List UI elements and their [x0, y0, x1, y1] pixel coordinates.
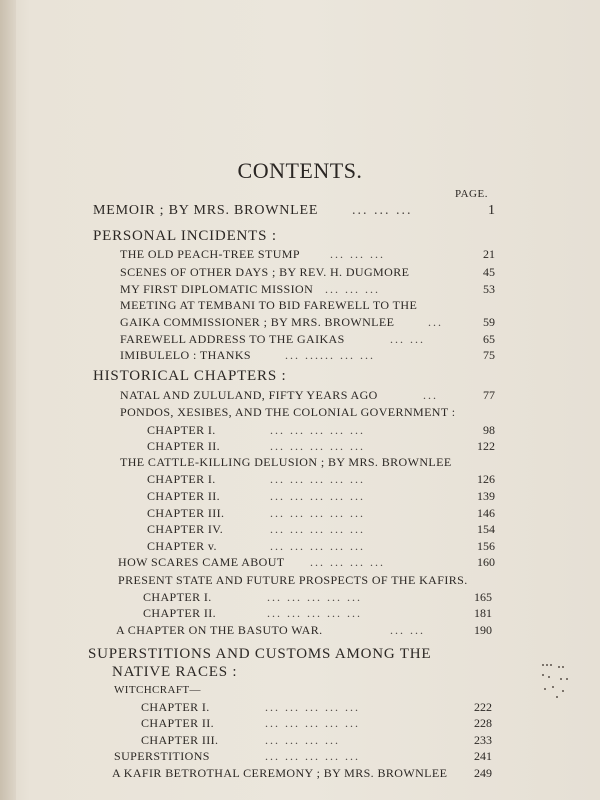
toc-entry-title: SUPERSTITIONS AND CUSTOMS AMONG THE — [88, 646, 432, 662]
toc-page-number: 146 — [477, 506, 495, 520]
toc-leader-dots: ... ... ... ... ... — [267, 606, 362, 620]
toc-page-number: 65 — [483, 332, 495, 346]
toc-entry-title: PONDOS, XESIBES, AND THE COLONIAL GOVERNMENT : — [120, 405, 456, 419]
toc-entry-title: MY FIRST DIPLOMATIC MISSION — [120, 282, 314, 296]
toc-entry-title: SUPERSTITIONS — [114, 749, 210, 763]
toc-page-number: 139 — [477, 489, 495, 503]
stamp-dot — [558, 666, 560, 668]
toc-page-number: 241 — [474, 749, 492, 763]
toc-entry-title: THE OLD PEACH-TREE STUMP — [120, 247, 300, 261]
toc-page-number: 228 — [474, 716, 492, 730]
toc-page-number: 59 — [483, 315, 495, 329]
toc-entry-title: GAIKA COMMISSIONER ; BY MRS. BROWNLEE — [120, 315, 395, 329]
toc-page-number: 122 — [477, 439, 495, 453]
stamp-dot — [546, 664, 548, 666]
toc-leader-dots: ... ... ... ... ... — [270, 423, 365, 437]
toc-leader-dots: ... ...... ... ... — [285, 348, 375, 362]
toc-entry-title: THE CATTLE-KILLING DELUSION ; BY MRS. BROWNLEE — [120, 455, 452, 469]
toc-entry-title: CHAPTER III. — [147, 506, 225, 520]
stamp-dot — [552, 686, 554, 688]
toc-leader-dots: ... ... ... ... ... — [270, 539, 365, 553]
toc-leader-dots: ... ... ... ... ... — [265, 700, 360, 714]
toc-leader-dots: ... ... ... — [352, 203, 413, 218]
toc-page-number: 233 — [474, 733, 492, 747]
page-gutter — [0, 0, 16, 800]
toc-page-number: 154 — [477, 522, 495, 536]
stamp-dot — [566, 678, 568, 680]
toc-entry-title: A KAFIR BETROTHAL CEREMONY ; BY MRS. BROWNLEE — [112, 766, 448, 780]
toc-leader-dots: ... ... ... ... ... — [270, 506, 365, 520]
toc-page-number: 181 — [474, 606, 492, 620]
toc-leader-dots: ... ... ... ... ... — [265, 749, 360, 763]
stamp-dot — [544, 688, 546, 690]
toc-leader-dots: ... ... — [390, 623, 425, 637]
toc-page-number: 1 — [488, 203, 495, 218]
toc-page-number: 126 — [477, 472, 495, 486]
stamp-dot — [562, 666, 564, 668]
toc-leader-dots: ... ... ... ... ... — [265, 716, 360, 730]
toc-leader-dots: ... ... ... — [325, 282, 380, 296]
toc-page-number: 222 — [474, 700, 492, 714]
toc-page-number: 249 — [474, 766, 492, 780]
toc-leader-dots: ... ... ... ... ... — [270, 522, 365, 536]
toc-entry-title: CHAPTER II. — [147, 489, 221, 503]
toc-entry-title: HOW SCARES CAME ABOUT — [118, 555, 285, 569]
toc-leader-dots: ... — [423, 388, 438, 402]
toc-entry-title: PRESENT STATE AND FUTURE PROSPECTS OF THE KAFIRS. — [118, 573, 468, 587]
toc-entry-title: CHAPTER v. — [147, 539, 217, 553]
toc-entry-title: HISTORICAL CHAPTERS : — [93, 368, 287, 384]
toc-page-number: 45 — [483, 265, 495, 279]
contents-title: CONTENTS. — [237, 158, 363, 183]
stamp-dot — [550, 664, 552, 666]
toc-entry-title: MEETING AT TEMBANI TO BID FAREWELL TO THE — [120, 298, 418, 312]
toc-page-number: 21 — [483, 247, 495, 261]
toc-entry-title: CHAPTER I. — [141, 700, 210, 714]
toc-entry-title: CHAPTER IV. — [147, 522, 224, 536]
toc-page-number: 53 — [483, 282, 495, 296]
toc-entry-title: CHAPTER II. — [141, 716, 215, 730]
toc-leader-dots: ... ... ... ... — [265, 733, 340, 747]
toc-page-number: 77 — [483, 388, 495, 402]
toc-entry-title: FAREWELL ADDRESS TO THE GAIKAS — [120, 332, 345, 346]
toc-entry-title: CHAPTER III. — [141, 733, 219, 747]
toc-entry-title: NATAL AND ZULULAND, FIFTY YEARS AGO — [120, 388, 378, 402]
toc-entry-title: SCENES OF OTHER DAYS ; BY REV. H. DUGMORE — [120, 265, 410, 279]
toc-entry-title: CHAPTER I. — [147, 472, 216, 486]
toc-entry-title: WITCHCRAFT— — [114, 684, 201, 696]
toc-entry-title: A CHAPTER ON THE BASUTO WAR. — [116, 623, 323, 637]
toc-entry-title: MEMOIR ; BY MRS. BROWNLEE — [93, 203, 319, 218]
toc-page-number: 98 — [483, 423, 495, 437]
toc-leader-dots: ... ... — [390, 332, 425, 346]
stamp-dot — [560, 678, 562, 680]
toc-leader-dots: ... ... ... ... — [310, 555, 385, 569]
toc-page-number: 156 — [477, 539, 495, 553]
library-stamp — [540, 660, 570, 700]
toc-leader-dots: ... ... ... ... ... — [270, 439, 365, 453]
stamp-dot — [542, 674, 544, 676]
toc-leader-dots: ... ... ... — [330, 247, 385, 261]
toc-entry-title: CHAPTER II. — [147, 439, 221, 453]
toc-leader-dots: ... ... ... ... ... — [270, 472, 365, 486]
toc-page-number: 75 — [483, 348, 495, 362]
toc-leader-dots: ... ... ... ... ... — [270, 489, 365, 503]
stamp-dot — [548, 676, 550, 678]
toc-entry-title: CHAPTER I. — [147, 423, 216, 437]
toc-entry-title: CHAPTER I. — [143, 590, 212, 604]
toc-leader-dots: ... ... ... ... ... — [267, 590, 362, 604]
toc-page-number: 165 — [474, 590, 492, 604]
stamp-dot — [542, 664, 544, 666]
stamp-dot — [562, 690, 564, 692]
toc-entry-title: IMIBULELO : THANKS — [120, 348, 251, 362]
toc-page-number: 190 — [474, 623, 492, 637]
toc-entry-title: NATIVE RACES : — [112, 664, 238, 680]
stamp-dot — [556, 696, 558, 698]
toc-entry-title: PERSONAL INCIDENTS : — [93, 228, 277, 244]
toc-page-number: 160 — [477, 555, 495, 569]
toc-entry-title: CHAPTER II. — [143, 606, 217, 620]
toc-leader-dots: ... — [428, 315, 443, 329]
page-column-label: PAGE. — [455, 188, 488, 200]
